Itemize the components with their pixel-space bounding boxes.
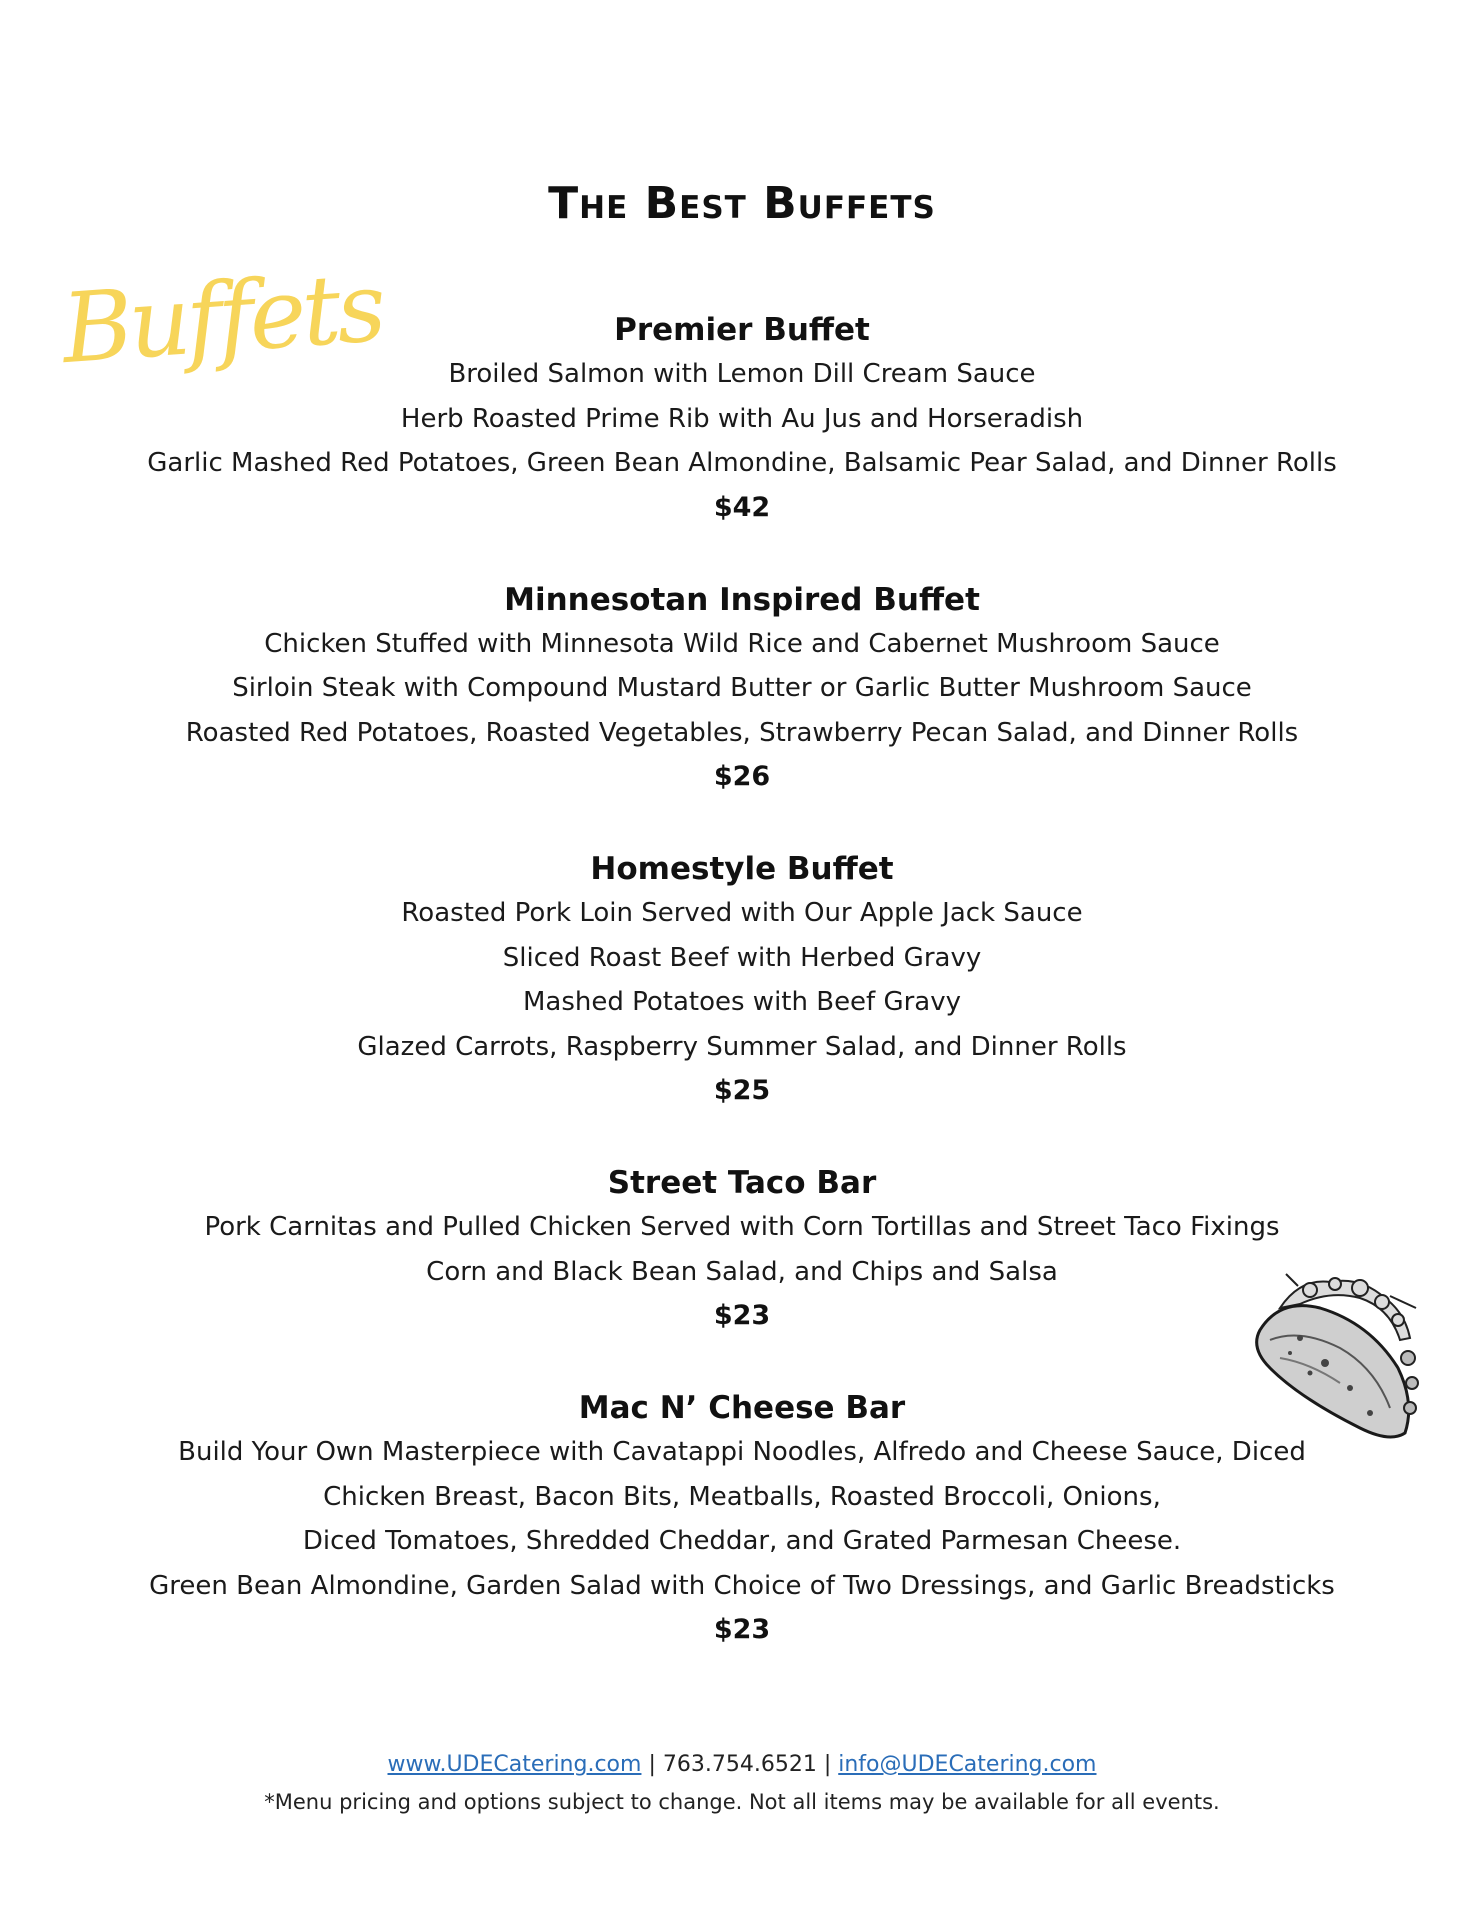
section-title: Premier Buffet <box>614 312 870 348</box>
menu-item: Garlic Mashed Red Potatoes, Green Bean Almondine, Balsamic Pear Salad, and Dinner Rolls <box>147 448 1337 478</box>
separator: | <box>816 1752 839 1777</box>
menu-item: Mashed Potatoes with Beef Gravy <box>522 987 962 1017</box>
menu-item: Sliced Roast Beef with Herbed Gravy <box>502 942 982 973</box>
website-link[interactable]: www.UDECatering.com <box>387 1752 642 1777</box>
phone-number: 763.754.6521 <box>662 1752 817 1777</box>
section-price: $42 <box>713 491 771 523</box>
email-link[interactable]: info@UDECatering.com <box>838 1752 1097 1777</box>
page-title: The Best Buffets <box>548 178 936 229</box>
menu-item: Chicken Breast, Bacon Bits, Meatballs, Roasted Broccoli, Onions, <box>323 1481 1161 1512</box>
menu-item: Roasted Red Potatoes, Roasted Vegetables, Strawberry Pecan Salad, and Dinner Rolls <box>185 717 1299 748</box>
menu-item: Corn and Black Bean Salad, and Chips and Salsa <box>426 1256 1058 1287</box>
buffets-script-heading: Buffets <box>58 250 386 386</box>
menu-section-minnesotan <box>0 578 1484 800</box>
menu-item: Pork Carnitas and Pulled Chicken Served with Corn Tortillas and Street Taco Fixings <box>204 1212 1280 1242</box>
section-price: $25 <box>713 1075 771 1106</box>
menu-list <box>0 308 1484 1652</box>
contact-line <box>0 1746 1484 1784</box>
menu-item: Roasted Pork Loin Served with Our Apple Jack Sauce <box>401 898 1083 928</box>
menu-item: Glazed Carrots, Raspberry Summer Salad, and Dinner Rolls <box>357 1031 1127 1062</box>
separator: | <box>641 1752 663 1777</box>
menu-section-premier <box>0 308 1484 530</box>
section-title: Street Taco Bar <box>607 1165 877 1201</box>
menu-item: Herb Roasted Prime Rib with Au Jus and Horseradish <box>400 403 1084 434</box>
menu-item: Broiled Salmon with Lemon Dill Cream Sauce <box>448 359 1036 389</box>
menu-item: Build Your Own Masterpiece with Cavatappi Noodles, Alfredo and Cheese Sauce, Diced <box>178 1437 1306 1467</box>
footer <box>0 1746 1484 1820</box>
section-price: $23 <box>713 1300 771 1331</box>
disclaimer: *Menu pricing and options subject to change. Not all items may be available for all events. <box>264 1790 1220 1814</box>
menu-item: Green Bean Almondine, Garden Salad with Choice of Two Dressings, and Garlic Breadsticks <box>149 1570 1335 1601</box>
menu-item: Diced Tomatoes, Shredded Cheddar, and Grated Parmesan Cheese. <box>302 1526 1182 1556</box>
section-title: Homestyle Buffet <box>590 851 894 887</box>
section-title: Mac N’ Cheese Bar <box>578 1390 906 1426</box>
section-price: $23 <box>713 1614 771 1645</box>
menu-item: Sirloin Steak with Compound Mustard Butter or Garlic Butter Mushroom Sauce <box>232 673 1252 703</box>
menu-section-homestyle <box>0 847 1484 1113</box>
taco-illustration-icon <box>1240 1268 1430 1448</box>
section-price: $26 <box>713 761 771 792</box>
menu-item: Chicken Stuffed with Minnesota Wild Rice and Cabernet Mushroom Sauce <box>264 628 1220 659</box>
section-title: Minnesotan Inspired Buffet <box>504 581 980 618</box>
